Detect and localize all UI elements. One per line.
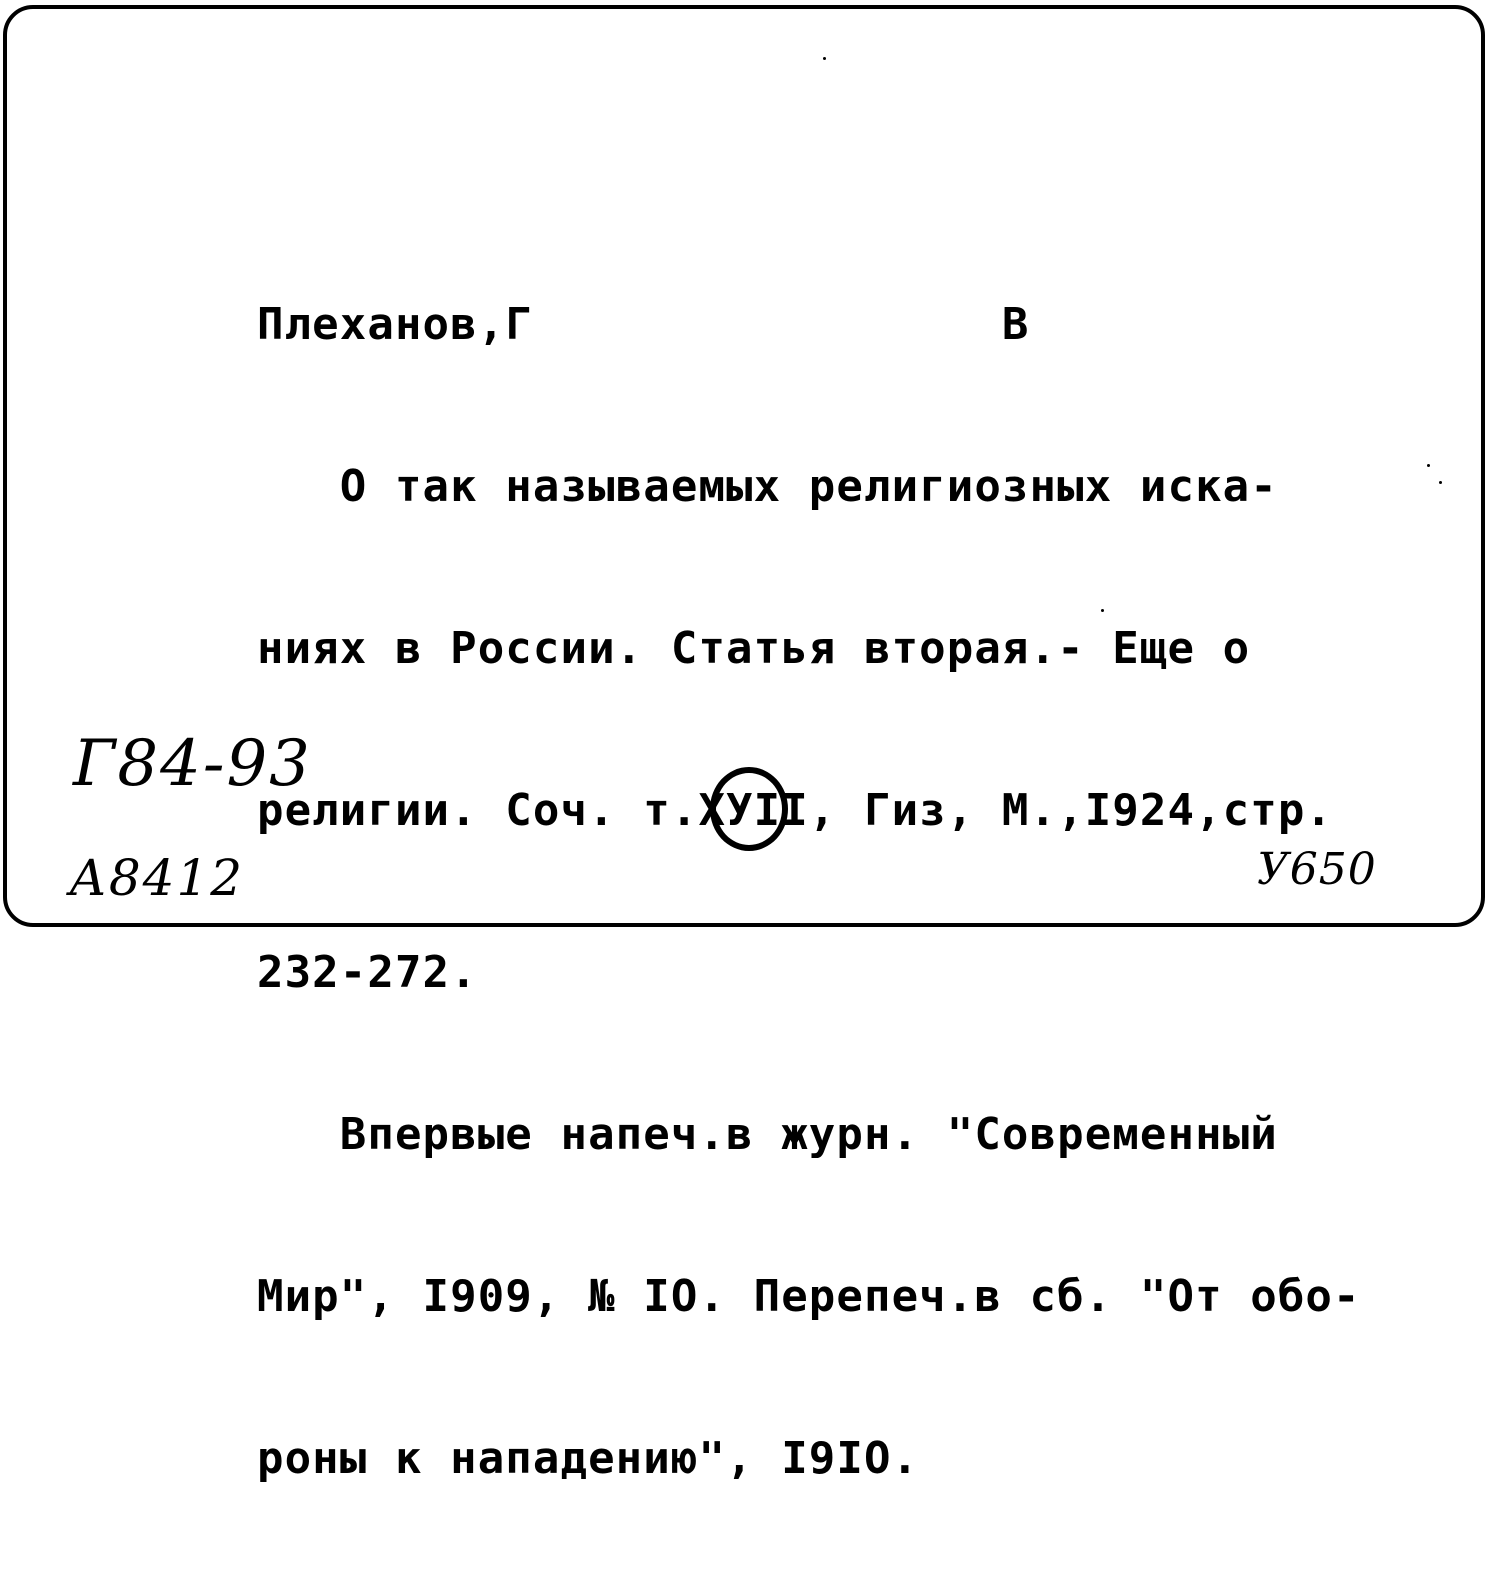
- punch-hole-icon: [710, 767, 788, 851]
- typed-line-title-1: О так называемых религиозных иска-: [257, 461, 1278, 512]
- typed-line-author: Плеханов,Г В: [257, 299, 1030, 350]
- handwritten-shelf-mark: Г84-93: [73, 727, 312, 801]
- typed-line-note-2: Мир", I909, № IO. Перепеч.в сб. "От обо-: [257, 1271, 1361, 1322]
- speck: [1427, 464, 1430, 467]
- speck: [823, 57, 826, 60]
- handwritten-code: У650: [1257, 844, 1377, 895]
- typed-line-note-1: Впервые напеч.в журн. "Современный: [257, 1109, 1278, 1160]
- speck: [1101, 609, 1104, 612]
- typed-line-source-2: 232-272.: [257, 947, 478, 998]
- typed-line-note-3: роны к нападению", I9IO.: [257, 1433, 920, 1484]
- handwritten-inventory-number: А8412: [69, 849, 245, 907]
- speck: [1439, 481, 1442, 484]
- typed-line-title-2: ниях в России. Статья вторая.- Еще о: [257, 623, 1251, 674]
- typed-line-source-1: религии. Соч. т.ХУII, Гиз, М.,I924,стр.: [257, 785, 1334, 836]
- catalog-card: [3, 5, 1485, 1484]
